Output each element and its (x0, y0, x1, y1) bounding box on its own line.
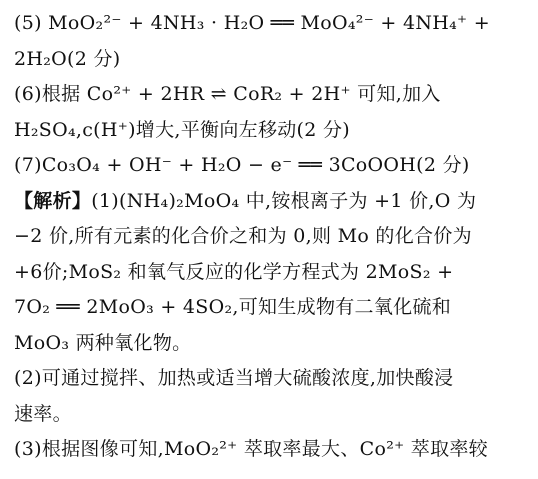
line-analysis-1 (14, 184, 528, 220)
analysis-text-1: (1)(NH₄)₂MoO₄ 中,铵根离子为 +1 价,O 为 (91, 189, 477, 212)
line-answer-5-cont: 2H₂O(2 分) (14, 47, 121, 70)
line-answer-5: (5) MoO₂²⁻ + 4NH₃ · H₂O ══ MoO₄²⁻ + 4NH₄⁺ + (14, 12, 490, 34)
line-analysis-4: 7O₂ ══ 2MoO₃ + 4SO₂,可知生成物有二氧化硫和 (14, 296, 452, 318)
line-answer-6: (6)根据 Co²⁺ + 2HR ⇌ CoR₂ + 2H⁺ 可知,加入 (14, 83, 441, 105)
line-analysis-7: 速率。 (14, 402, 72, 425)
line-answer-7: (7)Co₃O₄ + OH⁻ + H₂O − e⁻ ══ 3CoOOH(2 分) (14, 154, 470, 176)
line-answer-6-cont: H₂SO₄,c(H⁺)增大,平衡向左移动(2 分) (14, 118, 350, 141)
line-analysis-6: (2)可通过搅拌、加热或适当增大硫酸浓度,加快酸浸 (14, 367, 454, 389)
line-analysis-2: −2 价,所有元素的化合价之和为 0,则 Mo 的化合价为 (14, 225, 472, 247)
line-analysis-3: +6价;MoS₂ 和氧气反应的化学方程式为 2MoS₂ + (14, 260, 454, 283)
analysis-label: 【解析】 (14, 189, 92, 212)
line-analysis-8: (3)根据图像可知,MoO₂²⁺ 萃取率最大、Co²⁺ 萃取率较 (14, 438, 488, 460)
line-analysis-5: MoO₃ 两种氧化物。 (14, 331, 192, 354)
